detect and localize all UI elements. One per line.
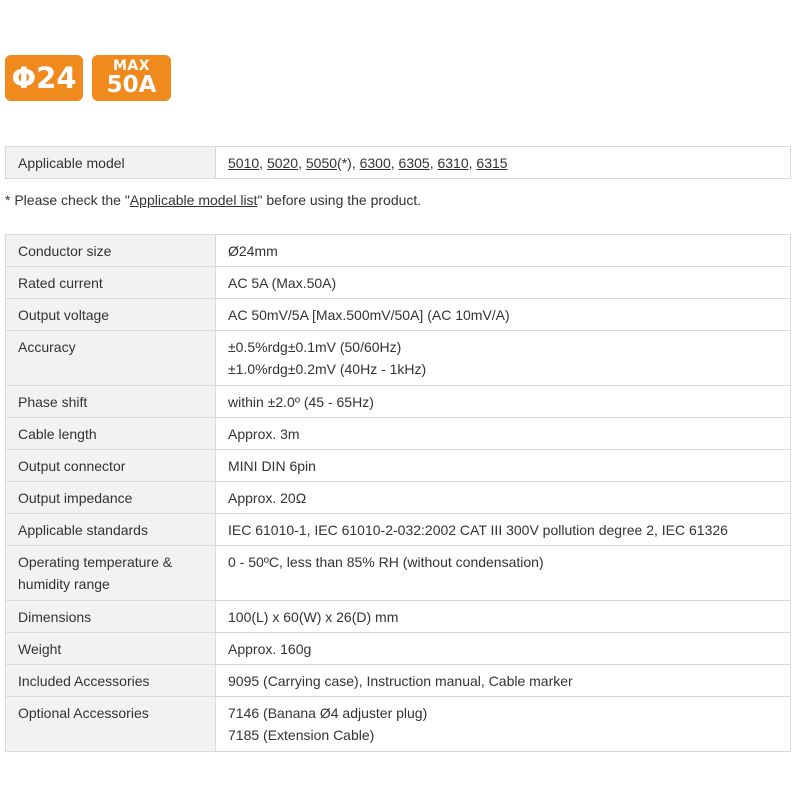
model-link-6305[interactable]: 6305 bbox=[398, 154, 430, 171]
note-suffix: " before using the product. bbox=[257, 192, 422, 208]
table-row bbox=[6, 147, 791, 179]
operating-label-line-2: humidity range bbox=[18, 576, 110, 592]
model-link-6300[interactable]: 6300 bbox=[359, 154, 391, 171]
output-voltage-label: Output voltage bbox=[6, 299, 216, 331]
dimensions-value: 100(L) x 60(W) x 26(D) mm bbox=[216, 601, 791, 633]
model-link-5020[interactable]: 5020 bbox=[266, 154, 299, 171]
max-badge-bottom: 50A bbox=[106, 72, 157, 98]
optional-line-2: 7185 (Extension Cable) bbox=[228, 727, 375, 743]
accuracy-line-2: ±1.0%rdg±0.2mV (40Hz - 1kHz) bbox=[228, 361, 427, 377]
table-row bbox=[6, 418, 791, 450]
conductor-size-value: Ø24mm bbox=[216, 235, 791, 267]
model-link-6315[interactable]: 6315 bbox=[476, 154, 508, 171]
model-list-note bbox=[5, 190, 421, 210]
table-row bbox=[6, 386, 791, 418]
weight-value: Approx. 160g bbox=[216, 633, 791, 665]
accuracy-value bbox=[216, 331, 791, 386]
optional-accessories-label: Optional Accessories bbox=[6, 697, 216, 752]
table-row bbox=[6, 514, 791, 546]
model-table bbox=[5, 146, 791, 179]
rated-current-label: Rated current bbox=[6, 267, 216, 299]
table-row bbox=[6, 697, 791, 752]
accuracy-label: Accuracy bbox=[6, 331, 216, 386]
applicable-standards-value: IEC 61010-1, IEC 61010-2-032:2002 CAT III 300V pollution degree 2, IEC 61326 bbox=[216, 514, 791, 546]
phase-shift-label: Phase shift bbox=[6, 386, 216, 418]
operating-label-line-1: Operating temperature & bbox=[18, 554, 173, 570]
table-row bbox=[6, 450, 791, 482]
table-row bbox=[6, 601, 791, 633]
phase-shift-value: within ±2.0º (45 - 65Hz) bbox=[216, 386, 791, 418]
model-link-5010[interactable]: 5010 bbox=[228, 154, 260, 171]
table-row bbox=[6, 482, 791, 514]
applicable-standards-label: Applicable standards bbox=[6, 514, 216, 546]
output-impedance-value: Approx. 20Ω bbox=[216, 482, 791, 514]
table-row bbox=[6, 299, 791, 331]
operating-range-value: 0 - 50ºC, less than 85% RH (without condensation) bbox=[216, 546, 791, 601]
table-row bbox=[6, 235, 791, 267]
cable-length-label: Cable length bbox=[6, 418, 216, 450]
output-impedance-label: Output impedance bbox=[6, 482, 216, 514]
weight-label: Weight bbox=[6, 633, 216, 665]
output-voltage-value: AC 50mV/5A [Max.500mV/50A] (AC 10mV/A) bbox=[216, 299, 791, 331]
model-asterisk: (*) bbox=[337, 154, 352, 171]
applicable-model-list-link[interactable]: Applicable model list bbox=[129, 192, 258, 208]
accuracy-line-1: ±0.5%rdg±0.1mV (50/60Hz) bbox=[228, 339, 402, 355]
output-connector-label: Output connector bbox=[6, 450, 216, 482]
cable-length-value: Approx. 3m bbox=[216, 418, 791, 450]
rated-current-value: AC 5A (Max.50A) bbox=[216, 267, 791, 299]
max-current-badge bbox=[92, 55, 171, 101]
operating-range-label bbox=[6, 546, 216, 601]
applicable-model-value: 5010, 5020, 5050(*), 6300, 6305, 6310, 6315 bbox=[216, 147, 791, 179]
diameter-badge: Φ24 bbox=[5, 55, 83, 101]
dimensions-label: Dimensions bbox=[6, 601, 216, 633]
model-link-6310[interactable]: 6310 bbox=[437, 154, 469, 171]
model-link-5050[interactable]: 5050 bbox=[305, 154, 338, 171]
table-row bbox=[6, 267, 791, 299]
optional-accessories-value bbox=[216, 697, 791, 752]
conductor-size-label: Conductor size bbox=[6, 235, 216, 267]
table-row bbox=[6, 546, 791, 601]
included-accessories-label: Included Accessories bbox=[6, 665, 216, 697]
optional-line-1: 7146 (Banana Ø4 adjuster plug) bbox=[228, 705, 428, 721]
applicable-model-label: Applicable model bbox=[6, 147, 216, 179]
included-accessories-value: 9095 (Carrying case), Instruction manual, Cable marker bbox=[216, 665, 791, 697]
max-badge-top: MAX bbox=[112, 58, 151, 74]
output-connector-value: MINI DIN 6pin bbox=[216, 450, 791, 482]
table-row bbox=[6, 665, 791, 697]
spec-table bbox=[5, 234, 791, 752]
table-row bbox=[6, 331, 791, 386]
table-row bbox=[6, 633, 791, 665]
note-prefix: * Please check the " bbox=[5, 192, 130, 208]
